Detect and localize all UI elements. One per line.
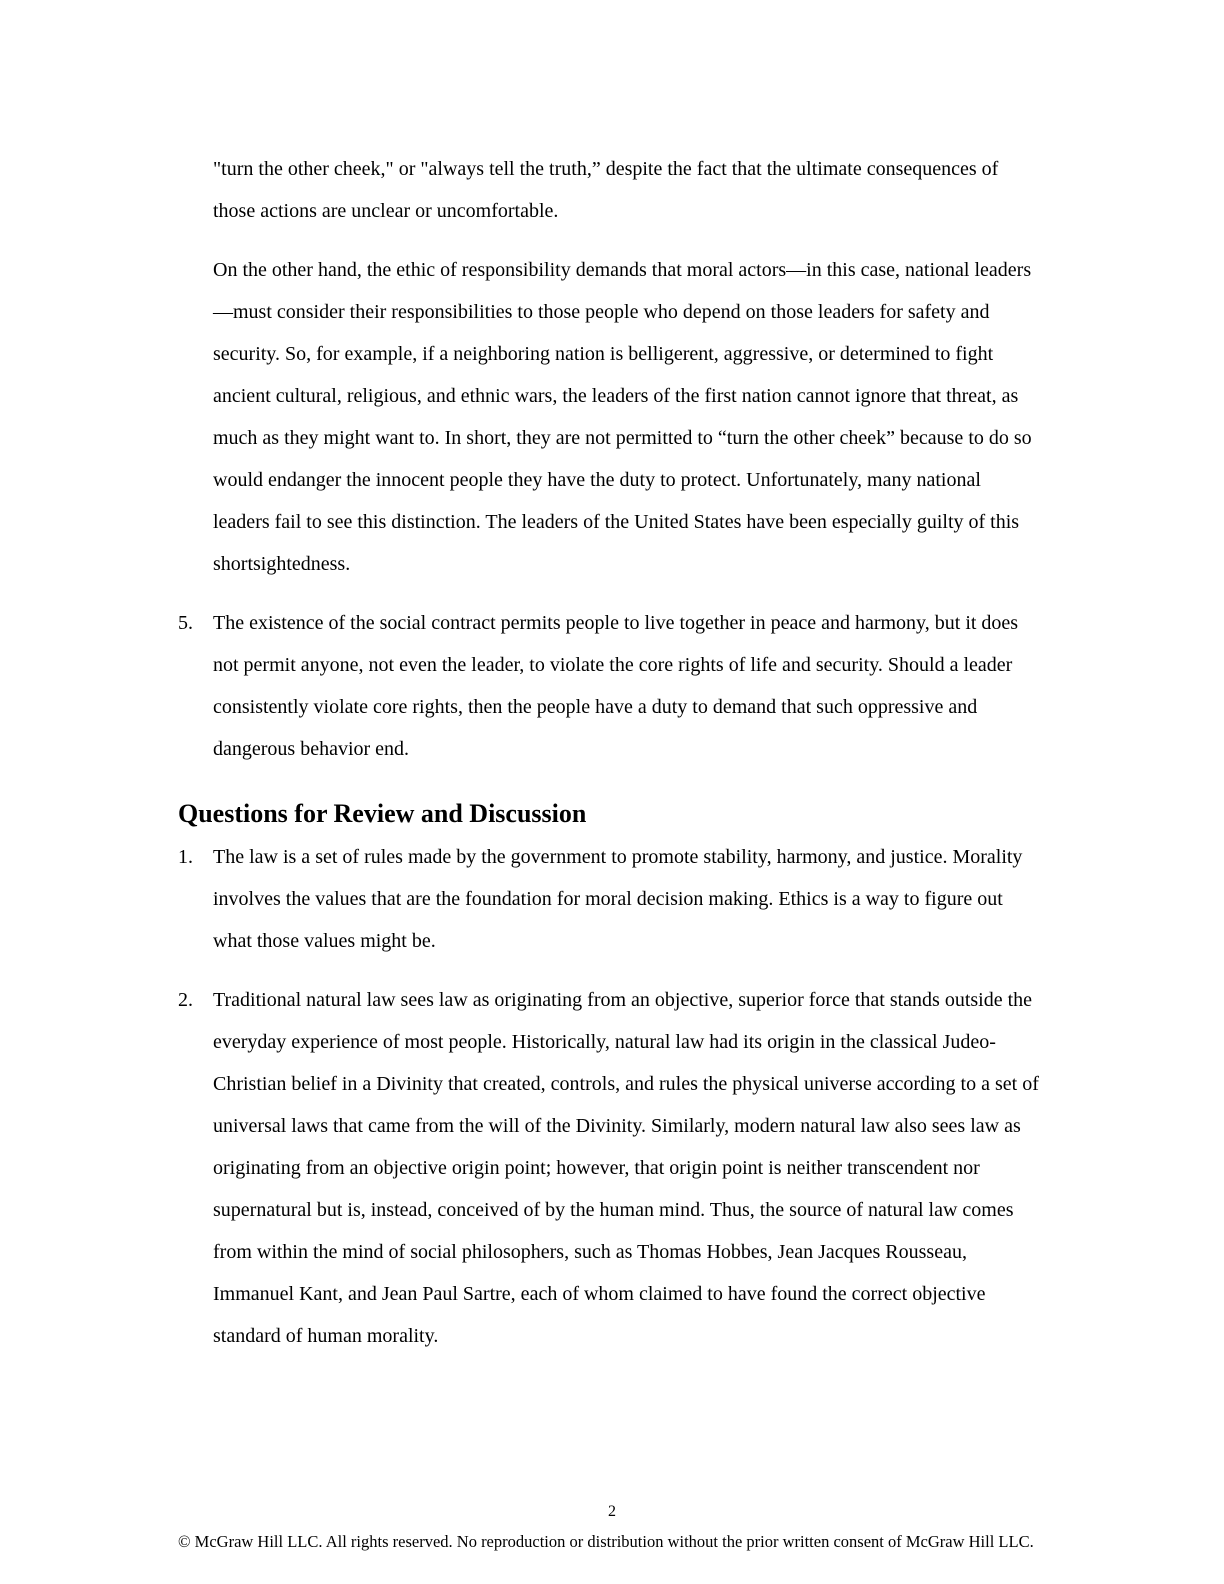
paragraph-ethic-of-responsibility: On the other hand, the ethic of responsibility demands that moral actors—in this case, national leaders—must consider their responsibilities to those people who depend on those leaders for safety and security. So, for example, if a neighboring nation is belligerent, aggressive, or determined to fight ancient cultural, religious, and ethnic wars, the leaders of the first nation cannot ignore that threat, as much as they might want to. In short, they are not permitted to “turn the other cheek” because to do so would endanger the innocent people they have the duty to protect. Unfortunately, many national leaders fail to see this distinction. The leaders of the United States have been especially guilty of this shortsightedness. xyxy=(213,259,1032,575)
numbered-item-5 xyxy=(178,602,1041,770)
list-number: 1. xyxy=(178,846,193,868)
question-item-2 xyxy=(178,979,1041,1357)
list-number: 5. xyxy=(178,612,193,634)
document-body xyxy=(178,148,1041,1374)
section-heading: Questions for Review and Discussion xyxy=(178,799,587,828)
list-item-text: Traditional natural law sees law as originating from an objective, superior force that stands outside the everyday experience of most people. Historically, natural law had its origin in the classical Judeo-Christian belief in a Divinity that created, controls, and rules the physical universe according to a set of universal laws that came from the will of the Divinity. Similarly, modern natural law also sees law as originating from an objective origin point; however, that origin point is neither transcendent nor supernatural but is, instead, conceived of by the human mind. Thus, the source of natural law comes from within the mind of social philosophers, such as Thomas Hobbes, Jean Jacques Rousseau, Immanuel Kant, and Jean Paul Sartre, each of whom claimed to have found the correct objective standard of human morality. xyxy=(213,989,1039,1347)
list-item-text: The law is a set of rules made by the government to promote stability, harmony, and justice. Morality involves the values that are the foundation for moral decision making. Ethics is a way to figure out what those values might be. xyxy=(213,846,1023,952)
list-number: 2. xyxy=(178,989,193,1011)
question-item-1 xyxy=(178,836,1041,962)
copyright-footer: © McGraw Hill LLC. All rights reserved. No reproduction or distribution without the prior written consent of McGraw Hill LLC. xyxy=(178,1532,1034,1551)
paragraph-continuation: "turn the other cheek," or "always tell the truth,” despite the fact that the ultimate consequences of those actions are unclear or uncomfortable. xyxy=(213,158,999,222)
list-item-text: The existence of the social contract permits people to live together in peace and harmony, but it does not permit anyone, not even the leader, to violate the core rights of life and security. Should a leader consistently violate core rights, then the people have a duty to demand that such oppressive and dangerous behavior end. xyxy=(213,612,1019,760)
page-number: 2 xyxy=(608,1503,616,1520)
